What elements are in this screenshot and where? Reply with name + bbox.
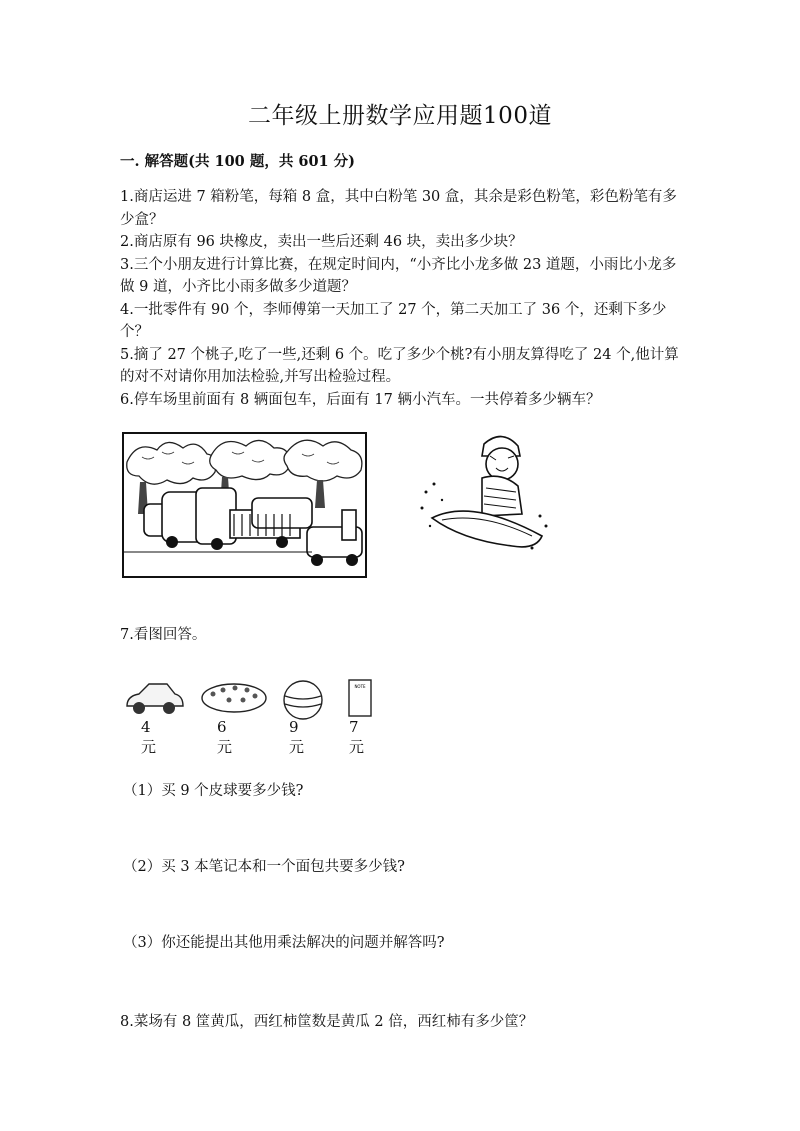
question-7-part-3: （3）你还能提出其他用乘法解决的问题并解答吗?: [123, 935, 445, 951]
question-3: 3.三个小朋友进行计算比赛，在规定时间内，“小齐比小龙多做 23 道题，小雨比小龙多做 9 道，小齐比小雨多做多少道题？: [120, 256, 677, 295]
question-8: 8.菜场有 8 筐黄瓜，西红柿筐数是黄瓜 2 倍，西红柿有多少筐？: [120, 1014, 534, 1030]
notebook-icon: [347, 678, 373, 720]
price-ball: 9元: [289, 718, 305, 756]
bread-icon: [199, 678, 269, 720]
notebook-label: NOTE: [354, 684, 366, 689]
question-7-part-1: （1）买 9 个皮球要多少钱?: [123, 783, 304, 799]
question-7: 7.看图回答。: [120, 627, 207, 643]
question-4: 4.一批零件有 90 个，李师傅第一天加工了 27 个，第二天加工了 36 个，还剩下多少个？: [120, 301, 667, 340]
question-list: [120, 186, 690, 411]
question-1: 1.商店运进 7 箱粉笔，每箱 8 盒，其中白粉笔 30 盒，其余是彩色粉笔，彩色粉笔有多少盒？: [120, 189, 677, 228]
snowboarder-illustration: [412, 430, 552, 560]
page-title: 二年级上册数学应用题100道: [248, 103, 552, 129]
price-toy-car: 4元: [141, 718, 157, 756]
item-bread: [199, 678, 269, 724]
price-notebook: 7元: [349, 718, 365, 756]
question-7-part-2: （2）买 3 本笔记本和一个面包共要多少钱?: [123, 859, 405, 875]
ball-icon: [281, 678, 325, 722]
section-heading: 一. 解答题(共 100 题，共 601 分): [120, 153, 356, 170]
parking-lot-illustration: [122, 432, 372, 582]
price-bread: 6元: [217, 718, 233, 756]
toy-car-icon: [123, 678, 185, 720]
question-2: 2.商店原有 96 块橡皮，卖出一些后还剩 46 块，卖出多少块？: [120, 234, 523, 250]
question-5: 5.摘了 27 个桃子,吃了一些,还剩 6 个。吃了多少个桃?有小朋友算得吃了 24 个,他计算的对不对请你用加法检验,并写出检验过程。: [120, 346, 679, 385]
question-6: 6.停车场里前面有 8 辆面包车，后面有 17 辆小汽车。一共停着多少辆车？: [120, 391, 601, 408]
